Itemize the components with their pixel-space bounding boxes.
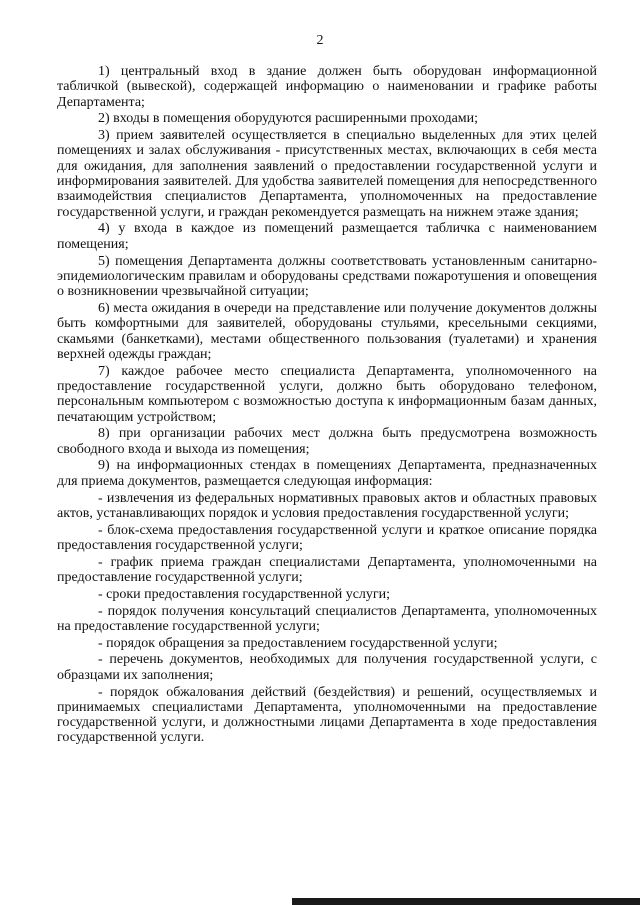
list-item-4: - сроки предоставления государственной услуги; bbox=[98, 586, 391, 602]
list-item-7: - перечень документов, необходимых для получения государственной услуги, с образцами их заполнения; bbox=[57, 652, 597, 683]
list-item-2: - блок-схема предоставления государственной услуги и краткое описание порядка предоставления государственной услуги; bbox=[57, 522, 597, 553]
paragraph-4: 4) у входа в каждое из помещений размещается табличка с наименованием помещения; bbox=[57, 221, 597, 252]
paragraph-9: 9) на информационных стендах в помещениях Департамента, предназначенных для приема документов, размещается следующая информация: bbox=[57, 458, 597, 489]
list-item-6: - порядок обращения за предоставлением государственной услуги; bbox=[98, 635, 498, 651]
page-number: 2 bbox=[316, 33, 324, 48]
document-body bbox=[57, 64, 597, 747]
list-item-1: - извлечения из федеральных нормативных правовых актов и областных правовых актов, устанавливающих порядок и условия предоставления государственной услуги; bbox=[57, 490, 597, 521]
paragraph-1: 1) центральный вход в здание должен быть оборудован информационной табличкой (вывеской), содержащей информацию о наименовании и графике работы Департамента; bbox=[57, 64, 597, 110]
scan-edge-shadow bbox=[292, 898, 640, 905]
paragraph-7: 7) каждое рабочее место специалиста Департамента, уполномоченного на предоставление государственной услуги, должно быть оборудовано телефоном, персональным компьютером с возможностью доступа к информационным базам данных, печатающим устройством; bbox=[57, 363, 597, 425]
list-item-8: - порядок обжалования действий (бездействия) и решений, осуществляемых и принимаемых специалистами Департамента, уполномоченными на предоставление государственной услуги, и должностными лицами Департамента в ходе предоставления государственной услуги. bbox=[57, 684, 597, 746]
paragraph-3: 3) прием заявителей осуществляется в специально выделенных для этих целей помещениях и залах обслуживания - присутственных местах, включающих в себя места для ожидания, для заполнения заявлений о предоставлении государственной услуги и информирования заявителей. Для удобства заявителей помещения для непосредственного взаимодействия специалистов Департамента, уполномоченных на предоставление государственной услуги, и граждан рекомендуется размещать на нижнем этаже здания; bbox=[57, 128, 597, 220]
paragraph-8: 8) при организации рабочих мест должна быть предусмотрена возможность свободного входа и выхода из помещения; bbox=[57, 426, 597, 457]
list-item-3: - график приема граждан специалистами Департамента, уполномоченными на предоставление государственной услуги; bbox=[57, 554, 597, 585]
paragraph-5: 5) помещения Департамента должны соответствовать установленным санитарно-эпидемиологическим правилам и оборудованы средствами пожаротушения и оповещения о возникновении чрезвычайной ситуации; bbox=[57, 253, 597, 300]
paragraph-2: 2) входы в помещения оборудуются расширенными проходами; bbox=[98, 111, 479, 127]
paragraph-6: 6) места ожидания в очереди на представление или получение документов должны быть комфортными для заявителей, оборудованы стульями, кресельными секциями, скамьями (банкетками), местами общественного пользования (туалетами) и хранения верхней одежды граждан; bbox=[57, 300, 597, 362]
list-item-5: - порядок получения консультаций специалистов Департамента, уполномоченных на предоставление государственной услуги; bbox=[57, 603, 597, 634]
